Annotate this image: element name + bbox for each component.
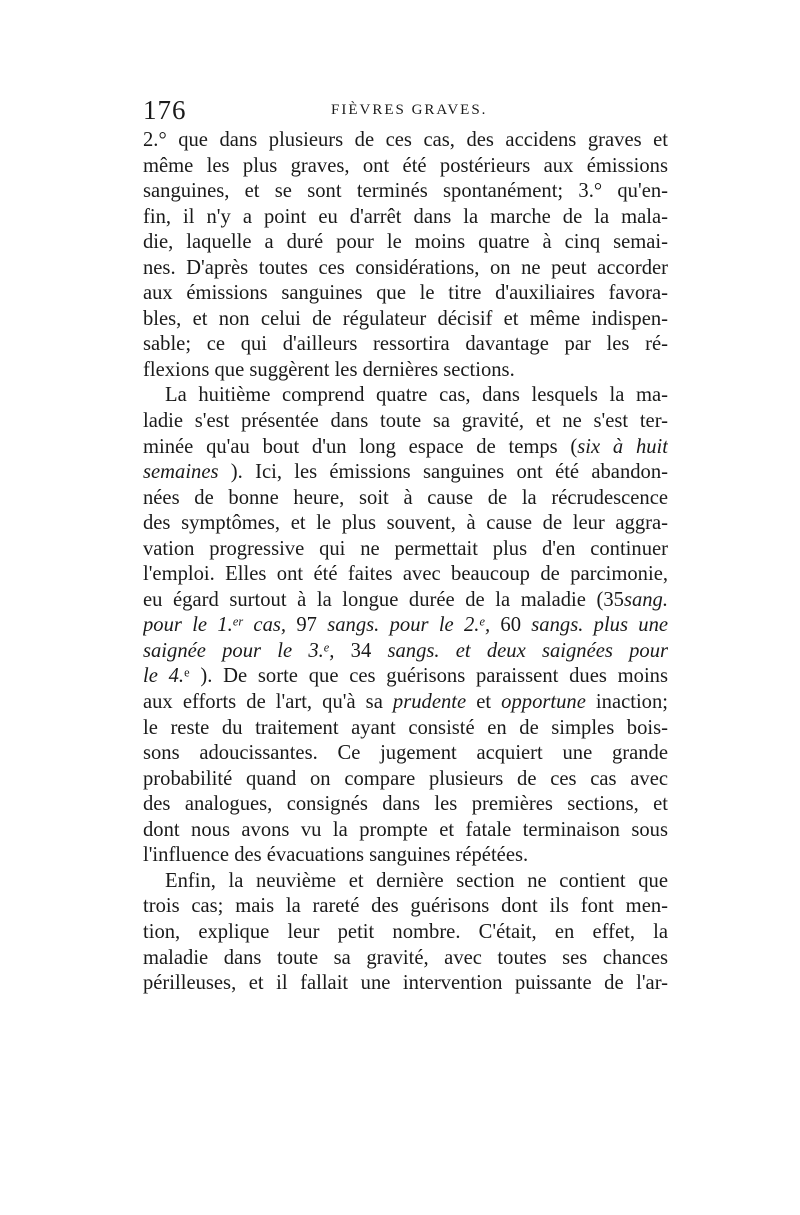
- text-line: maladie dans toute sa gravité, avec toutes ses chances: [143, 946, 668, 969]
- italic-text: opportune: [501, 691, 586, 714]
- text-segment: inaction;: [585, 691, 668, 714]
- italic-text: prudente: [392, 691, 467, 714]
- number: 60: [500, 614, 521, 637]
- italic-text: ,: [484, 614, 501, 637]
- text-segment: et: [466, 691, 502, 714]
- text-line: La huitième comprend quatre cas, dans lesquels la ma-: [165, 384, 668, 407]
- text-line: vation progressive qui ne permettait plus d'en continuer: [143, 537, 668, 560]
- text-line: probabilité quand on compare plusieurs de ces cas avec: [143, 767, 668, 790]
- text-line: 2.° que dans plusieurs de ces cas, des accidens graves et: [143, 129, 668, 151]
- text-line: [143, 690, 668, 716]
- text-line: Enfin, la neuvième et dernière section ne contient que: [165, 869, 668, 892]
- text-line: [143, 435, 668, 461]
- text-line: die, laquelle a duré pour le moins quatre à cinq semai-: [143, 231, 668, 254]
- italic-text: ,: [329, 639, 351, 662]
- number: 34: [350, 639, 372, 662]
- text-line: trois cas; mais la rareté des guérisons dont ils font men-: [143, 895, 668, 918]
- superscript: e: [184, 665, 190, 680]
- italic-text: six à huit: [577, 435, 668, 458]
- italic-text: sangs. et deux saignées pour: [371, 639, 668, 662]
- text-line: sanguines, et se sont terminés spontanément; 3.° qu'en-: [143, 180, 668, 203]
- text-line: tion, explique leur petit nombre. C'était, en effet, la: [143, 920, 668, 943]
- text-line: ladie s'est présentée dans toute sa gravité, et ne s'est ter-: [143, 410, 668, 433]
- number: 97: [296, 614, 317, 637]
- text-segment: eu égard surtout à la longue durée de la maladie (35: [143, 588, 624, 611]
- italic-text: pour le 1.: [143, 614, 233, 637]
- text-line: [143, 460, 668, 486]
- italic-text: le 4.: [143, 665, 185, 688]
- text-segment: minée qu'au bout d'un long espace de temps (: [143, 435, 578, 458]
- text-line: le reste du traitement ayant consisté en de simples bois-: [143, 716, 668, 739]
- text-line: des symptômes, et le plus souvent, à cause de leur aggra-: [143, 512, 668, 535]
- superscript: e: [323, 640, 330, 655]
- text-line: [143, 664, 668, 690]
- italic-text: sangs. plus une: [520, 614, 668, 637]
- text-line: sons adoucissantes. Ce jugement acquiert une grande: [143, 742, 668, 765]
- page-number: 176: [143, 95, 187, 125]
- italic-text: sang.: [623, 588, 668, 611]
- text-line: flexions que suggèrent les dernières sections.: [143, 358, 515, 381]
- running-head: FIÈVRES GRAVES.: [331, 102, 488, 118]
- text-line: l'influence des évacuations sanguines répétées.: [143, 844, 529, 867]
- text-line: dont nous avons vu la prompte et fatale terminaison sous: [143, 818, 668, 841]
- text-line: des analogues, consignés dans les premières sections, et: [143, 793, 668, 816]
- superscript: e: [479, 614, 485, 629]
- text-line: périlleuses, et il fallait une intervention puissante de l'ar-: [143, 972, 668, 995]
- text-line: [143, 588, 668, 614]
- text-segment: aux efforts de l'art, qu'à sa: [143, 691, 393, 714]
- text-line: nes. D'après toutes ces considérations, on ne peut accorder: [143, 256, 668, 279]
- text-line: même les plus graves, ont été postérieurs aux émissions: [143, 154, 668, 177]
- text-line: bles, et non celui de régulateur décisif et même indispen-: [143, 307, 668, 330]
- italic-text: saignée pour le 3.: [143, 639, 324, 662]
- text-line: nées de bonne heure, soit à cause de la récrudescence: [143, 486, 668, 509]
- text-line: sable; ce qui d'ailleurs ressortira davantage par les ré-: [143, 333, 668, 356]
- text-segment: ). Ici, les émissions sanguines ont été abandon-: [230, 461, 668, 484]
- text-line: aux émissions sanguines que le titre d'auxiliaires favora-: [143, 282, 668, 305]
- italic-text: semaines: [143, 461, 219, 484]
- superscript: er: [232, 614, 244, 629]
- text-segment: ). De sorte que ces guérisons paraissent dues moins: [200, 665, 668, 688]
- italic-text: cas,: [243, 614, 297, 637]
- text-line: l'emploi. Elles ont été faites avec beaucoup de parcimonie,: [143, 563, 668, 586]
- italic-text: sangs. pour le 2.: [316, 614, 480, 637]
- text-line: [143, 613, 668, 639]
- text-line: fin, il n'y a point eu d'arrêt dans la marche de la mala-: [143, 205, 668, 228]
- body-text: [143, 128, 668, 997]
- text-line: [143, 639, 668, 665]
